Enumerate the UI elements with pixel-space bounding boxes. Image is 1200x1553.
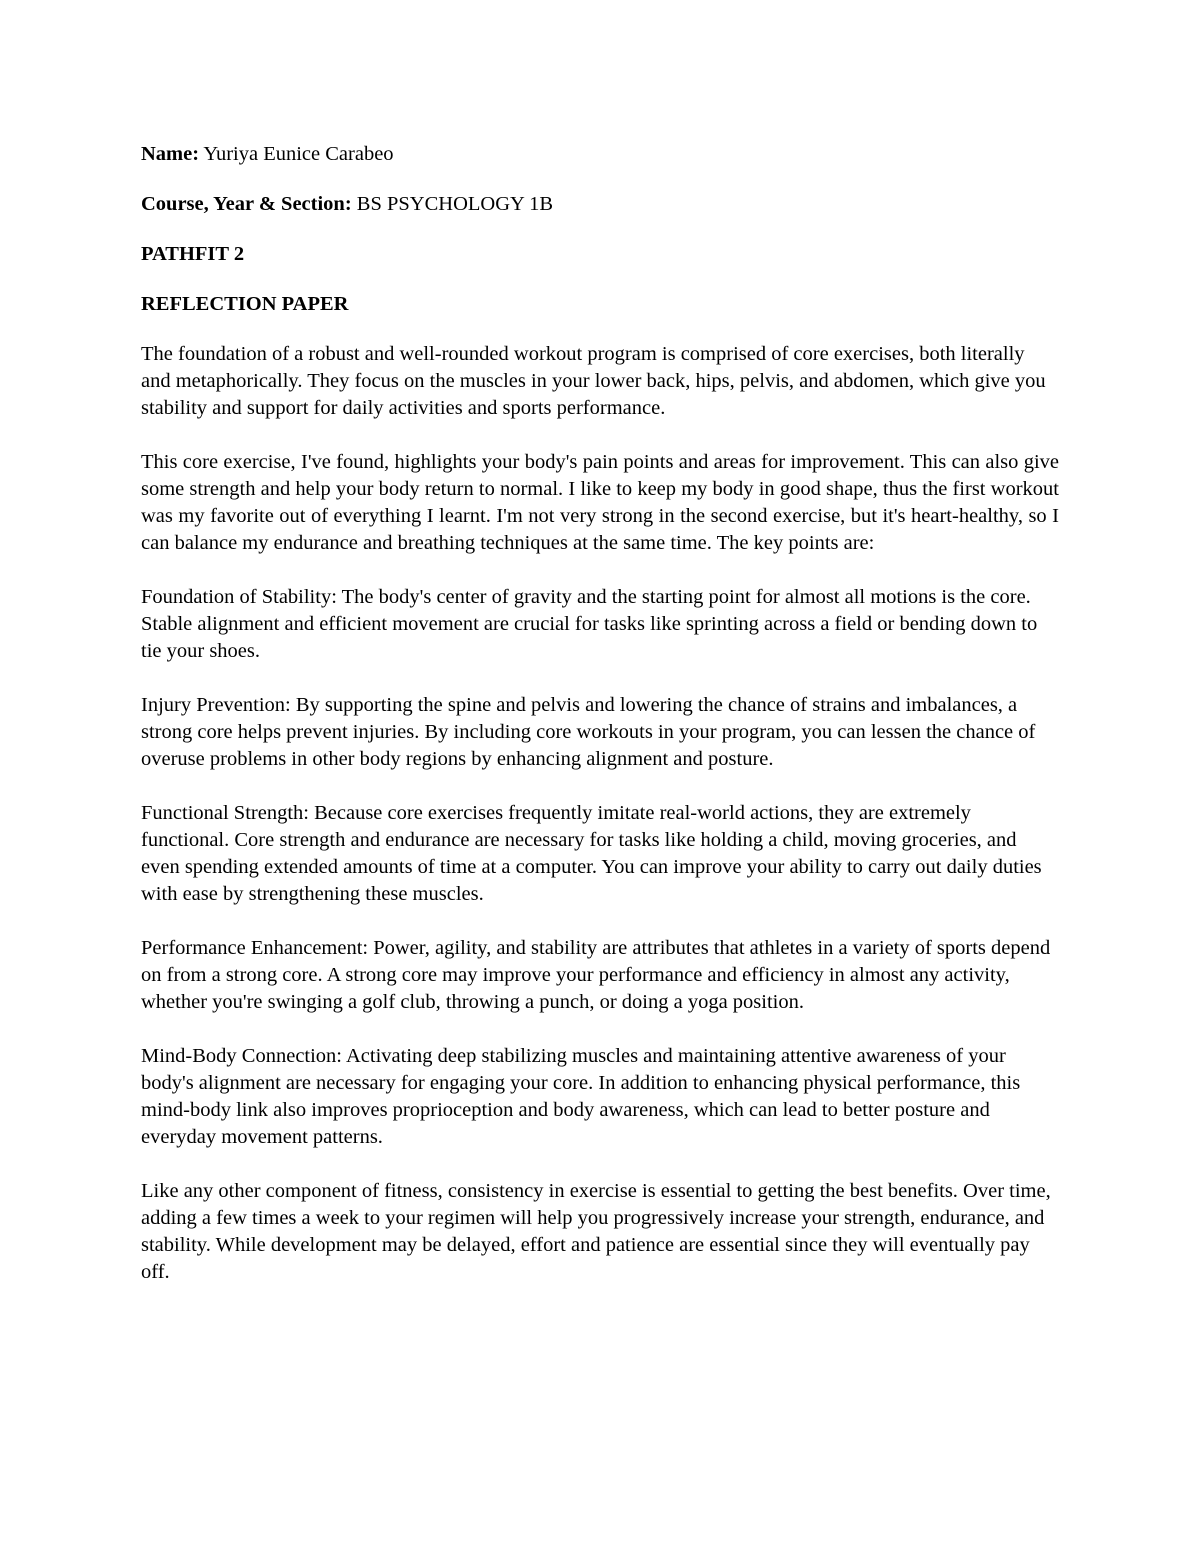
name-label: Name:	[141, 143, 200, 165]
paragraph-injury-prevention: Injury Prevention: By supporting the spine and pelvis and lowering the chance of strains and imbalances, a strong core helps prevent injuries. By including core workouts in your program, you can lessen the chance of overuse problems in other body regions by enhancing alignment and posture.	[141, 694, 1036, 770]
name-line	[141, 141, 1059, 168]
paragraph-personal: This core exercise, I've found, highlights your body's pain points and areas for improvement. This can also give some strength and help your body return to normal. I like to keep my body in good shape, thus the first workout was my favorite out of everything I learnt. I'm not very strong in the second exercise, but it's heart-healthy, so I can balance my endurance and breathing techniques at the same time. The key points are:	[141, 451, 1059, 554]
course-line	[141, 191, 1059, 218]
course-label: Course, Year & Section:	[141, 193, 352, 215]
document-page	[141, 141, 1059, 1313]
paragraph-functional-strength: Functional Strength: Because core exercises frequently imitate real-world actions, they are extremely functional. Core strength and endurance are necessary for tasks like holding a child, moving groceries, and even spending extended amounts of time at a computer. You can improve your ability to carry out daily duties with ease by strengthening these muscles.	[141, 802, 1042, 905]
subject-heading: PATHFIT 2	[141, 243, 245, 265]
course-value: BS PSYCHOLOGY 1B	[351, 193, 554, 215]
document-title: REFLECTION PAPER	[141, 293, 349, 315]
paragraph-intro: The foundation of a robust and well-rounded workout program is comprised of core exercises, both literally and metaphorically. They focus on the muscles in your lower back, hips, pelvis, and abdomen, which give you stability and support for daily activities and sports performance.	[141, 343, 1046, 419]
paragraph-mind-body: Mind-Body Connection: Activating deep stabilizing muscles and maintaining attentive awareness of your body's alignment are necessary for engaging your core. In addition to enhancing physical performance, this mind-body link also improves proprioception and body awareness, which can lead to better posture and everyday movement patterns.	[141, 1045, 1021, 1148]
paragraph-stability: Foundation of Stability: The body's center of gravity and the starting point for almost all motions is the core. Stable alignment and efficient movement are crucial for tasks like sprinting across a field or bending down to tie your shoes.	[141, 586, 1038, 662]
paragraph-performance: Performance Enhancement: Power, agility, and stability are attributes that athletes in a variety of sports depend on from a strong core. A strong core may improve your performance and efficiency in almost any activity, whether you're swinging a golf club, throwing a punch, or doing a yoga position.	[141, 937, 1051, 1013]
name-value: Yuriya Eunice Carabeo	[199, 143, 394, 165]
paragraph-conclusion: Like any other component of fitness, consistency in exercise is essential to getting the best benefits. Over time, adding a few times a week to your regimen will help you progressively increase your strength, endurance, and stability. While development may be delayed, effort and patience are essential since they will eventually pay off.	[141, 1180, 1051, 1283]
